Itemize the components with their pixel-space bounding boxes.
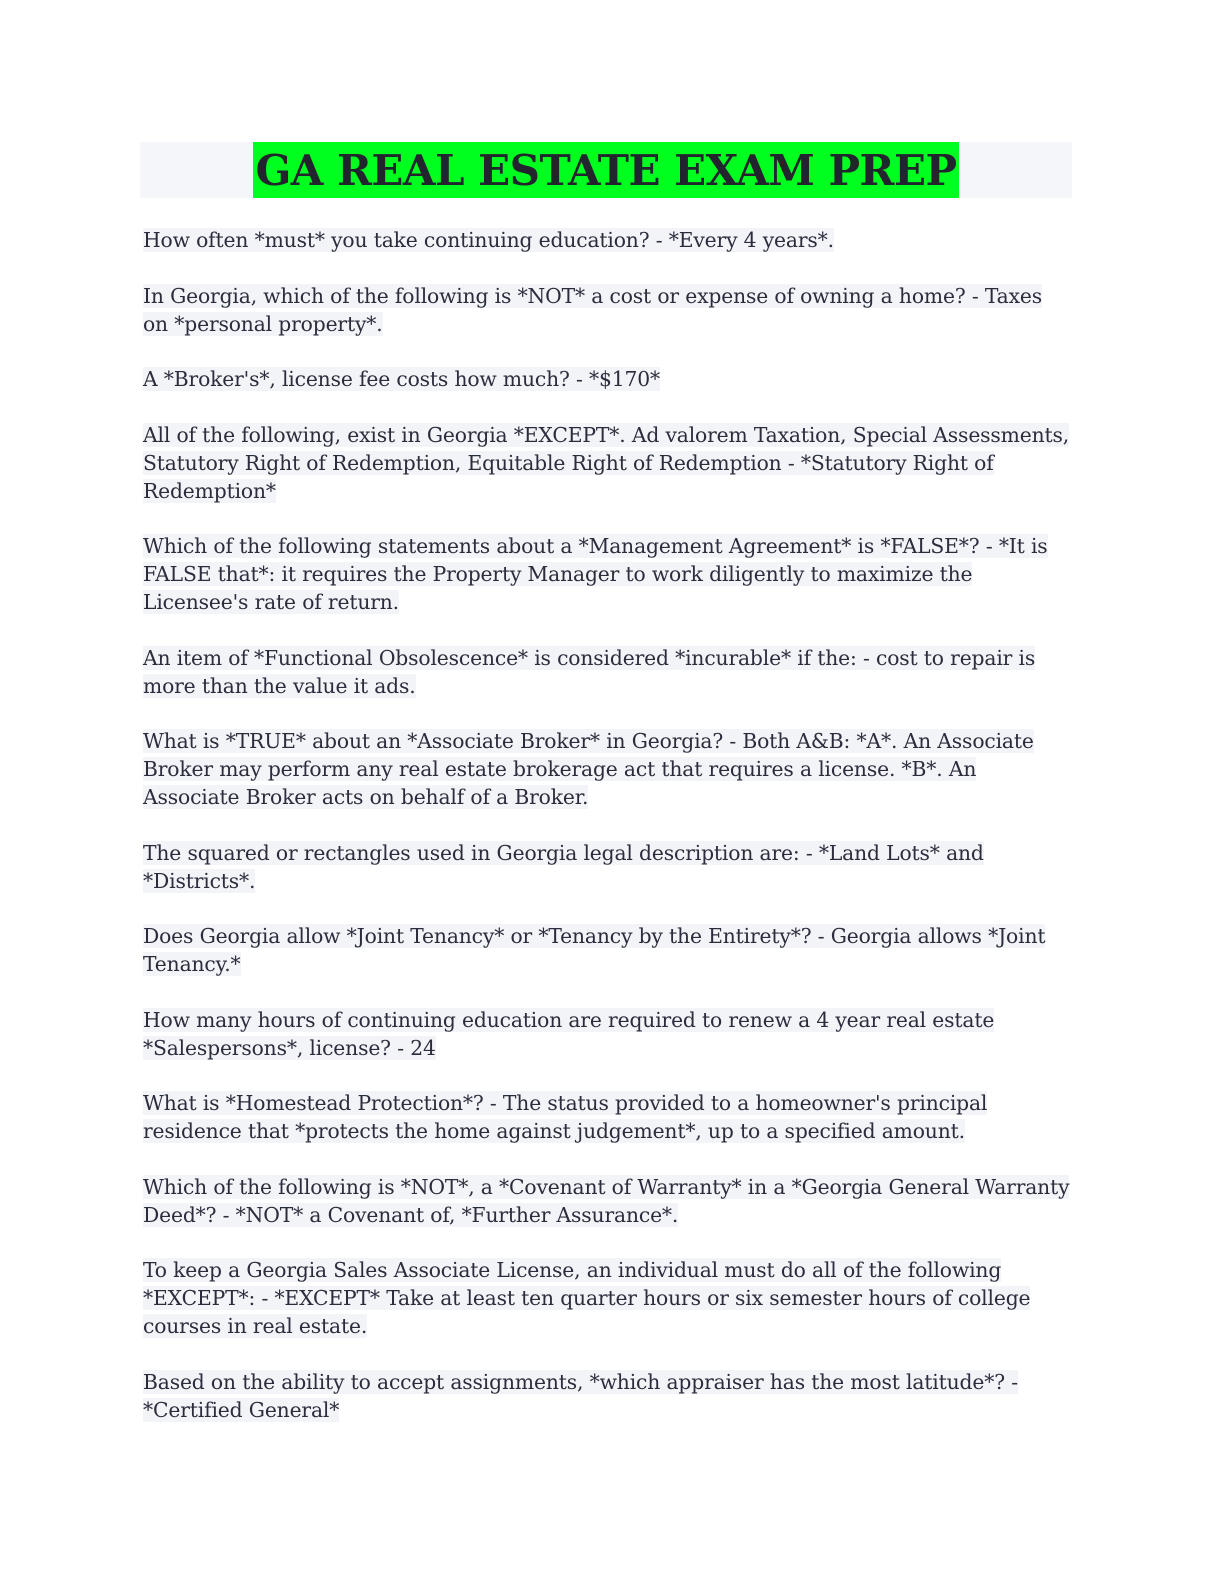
qa-item-7	[143, 727, 1073, 811]
title-band	[140, 142, 1072, 198]
qa-item-text: In Georgia, which of the following is *NOT* a cost or expense of owning a home? - Taxes on *personal property*.	[143, 283, 1042, 336]
qa-item-5	[143, 532, 1073, 616]
qa-item-text: All of the following, exist in Georgia *EXCEPT*. Ad valorem Taxation, Special Assessments, Statutory Right of Redemption, Equitable Right of Redemption - *Statutory Right of Redemption*	[143, 422, 1070, 503]
qa-item-4	[143, 421, 1073, 505]
qa-item-6	[143, 644, 1073, 700]
qa-item-13	[143, 1256, 1073, 1340]
qa-item-text: A *Broker's*, license fee costs how much? - *$170*	[143, 367, 661, 391]
qa-item-11	[143, 1089, 1073, 1145]
qa-item-text: What is *TRUE* about an *Associate Broker* in Georgia? - Both A&B: *A*. An Associate Broker may perform any real estate brokerage act that requires a license. *B*. An Associate Broker acts on behalf of a Broker.	[143, 729, 1034, 809]
qa-item-text: Which of the following statements about a *Management Agreement* is *FALSE*? - *It is FALSE that*: it requires the Property Manager to work diligently to maximize the Licensee's rate of return.	[143, 534, 1048, 614]
qa-item-text: What is *Homestead Protection*? - The status provided to a homeowner's principal residence that *protects the home against judgement*, up to a specified amount.	[143, 1091, 988, 1143]
qa-item-text: To keep a Georgia Sales Associate License, an individual must do all of the following *EXCEPT*: - *EXCEPT* Take at least ten quarter hours or six semester hours of college courses in real estate.	[143, 1258, 1031, 1338]
page-title: GA REAL ESTATE EXAM PREP	[253, 142, 958, 198]
qa-item-12	[143, 1173, 1073, 1229]
qa-item-text: The squared or rectangles used in Georgia legal description are: - *Land Lots* and *Districts*.	[143, 840, 984, 893]
qa-item-1	[143, 226, 1073, 254]
qa-item-14	[143, 1368, 1073, 1424]
qa-list	[143, 226, 1073, 1451]
qa-item-8	[143, 839, 1073, 895]
qa-item-text: Which of the following is *NOT*, a *Covenant of Warranty* in a *Georgia General Warranty Deed*? - *NOT* a Covenant of, *Further Assurance*.	[143, 1174, 1070, 1227]
qa-item-text: How often *must* you take continuing education? - *Every 4 years*.	[143, 228, 834, 252]
qa-item-text: An item of *Functional Obsolescence* is considered *incurable* if the: - cost to repair is more than the value it ads.	[143, 645, 1036, 698]
qa-item-text: How many hours of continuing education are required to renew a 4 year real estate *Salespersons*, license? - 24	[143, 1007, 995, 1060]
qa-item-text: Based on the ability to accept assignments, *which appraiser has the most latitude*? - *Certified General*	[143, 1369, 1018, 1422]
qa-item-10	[143, 1006, 1073, 1062]
qa-item-9	[143, 922, 1073, 978]
qa-item-3	[143, 365, 1073, 393]
qa-item-text: Does Georgia allow *Joint Tenancy* or *Tenancy by the Entirety*? - Georgia allows *Joint Tenancy.*	[143, 924, 1046, 976]
qa-item-2	[143, 282, 1073, 338]
